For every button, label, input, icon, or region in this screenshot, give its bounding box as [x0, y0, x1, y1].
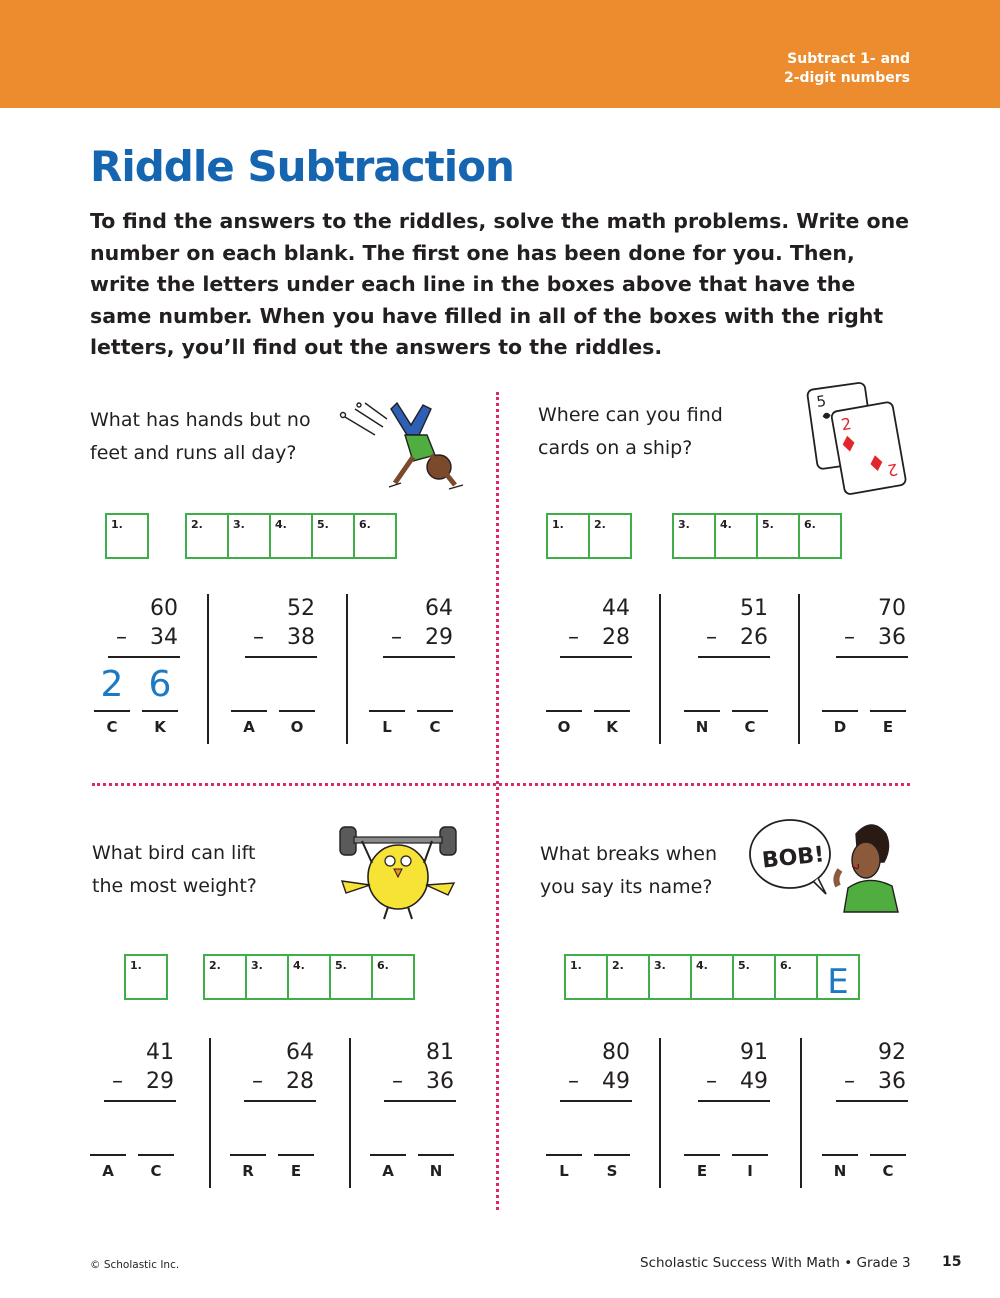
riddle-4-answer-word: [564, 954, 858, 1000]
answer-rule: [245, 656, 317, 658]
copyright: © Scholastic Inc.: [90, 1259, 180, 1271]
problem-separator: [207, 594, 209, 744]
minus-sign: –: [112, 1069, 123, 1094]
riddle-2-answer-word-2: [672, 513, 840, 559]
answer-rule: [698, 656, 770, 658]
card-front-rank: 2: [839, 413, 853, 435]
blank-letter: C: [150, 1162, 162, 1180]
answer-rule: [104, 1100, 176, 1102]
digit-blank[interactable]: [822, 1154, 858, 1156]
digit-blank[interactable]: [684, 710, 720, 712]
blank-letter: C: [744, 718, 756, 736]
minus-sign: –: [253, 625, 264, 650]
box-number: 2.: [191, 518, 203, 531]
digit-blank[interactable]: [594, 710, 630, 712]
blank-letter: N: [695, 718, 709, 736]
horizontal-divider: [92, 783, 910, 786]
riddle-4-question-line-2: you say its name?: [540, 876, 713, 898]
vertical-divider: [496, 392, 499, 1210]
answer-box[interactable]: [690, 954, 734, 1000]
digit-blank[interactable]: [546, 710, 582, 712]
answer-box[interactable]: [714, 513, 758, 559]
blank-letter: E: [290, 1162, 302, 1180]
minus-sign: –: [392, 1069, 403, 1094]
answer-box[interactable]: [245, 954, 289, 1000]
subtrahend: 49: [602, 1069, 630, 1094]
answer-box[interactable]: [287, 954, 331, 1000]
box-number: 3.: [233, 518, 245, 531]
blank-letter: N: [833, 1162, 847, 1180]
speech-bubble-text: BOB!: [760, 842, 826, 874]
box-number: 2.: [209, 959, 221, 972]
box-number: 5.: [762, 518, 774, 531]
answer-rule: [383, 656, 455, 658]
subtrahend: 36: [426, 1069, 454, 1094]
answer-box[interactable]: [546, 513, 590, 559]
box-number: 5.: [335, 959, 347, 972]
blank-letter: N: [429, 1162, 443, 1180]
minuend: 92: [878, 1040, 906, 1065]
digit-blank[interactable]: [278, 1154, 314, 1156]
riddle-3-question-line-1: What bird can lift: [92, 842, 256, 864]
problem-separator: [346, 594, 348, 744]
answer-rule: [836, 1100, 908, 1102]
riddle-4-question: [540, 838, 717, 904]
subtrahend: 36: [878, 625, 906, 650]
minuend: 70: [878, 596, 906, 621]
minus-sign: –: [568, 1069, 579, 1094]
riddle-1-problem-2: [225, 592, 345, 742]
answer-box[interactable]: [353, 513, 397, 559]
digit-blank[interactable]: [870, 710, 906, 712]
riddle-3-problem-1: [84, 1036, 204, 1186]
digit-blank[interactable]: [418, 1154, 454, 1156]
box-number: 5.: [317, 518, 329, 531]
blank-letter: K: [154, 718, 166, 736]
minuend: 60: [150, 596, 178, 621]
box-number: 3.: [678, 518, 690, 531]
riddle-3-question: [92, 837, 257, 903]
riddle-3-answer-word-1: [124, 954, 166, 1000]
box-number: 2.: [612, 959, 624, 972]
problem-separator: [659, 594, 661, 744]
riddle-4-problem-2: [678, 1036, 798, 1186]
box-number: 5.: [738, 959, 750, 972]
answer-box[interactable]: [124, 954, 168, 1000]
digit-blank[interactable]: [546, 1154, 582, 1156]
answer-rule: [384, 1100, 456, 1102]
answer-rule: [108, 656, 180, 658]
answer-rule: [560, 656, 632, 658]
digit-blank[interactable]: [594, 1154, 630, 1156]
box-number: 1.: [552, 518, 564, 531]
blank-letter: A: [102, 1162, 114, 1180]
digit-blank[interactable]: [90, 1154, 126, 1156]
answer-box[interactable]: [774, 954, 818, 1000]
answer-box[interactable]: [371, 954, 415, 1000]
box-number: 6.: [359, 518, 371, 531]
answer-box[interactable]: [105, 513, 149, 559]
digit-blank[interactable]: [279, 710, 315, 712]
box-number: 2.: [594, 518, 606, 531]
blank-letter: C: [106, 718, 118, 736]
minuend: 80: [602, 1040, 630, 1065]
answer-box[interactable]: [227, 513, 271, 559]
answer-rule: [244, 1100, 316, 1102]
minuend: 41: [146, 1040, 174, 1065]
box-number: 3.: [654, 959, 666, 972]
answer-box[interactable]: [269, 513, 313, 559]
subtrahend: 28: [602, 625, 630, 650]
minuend: 64: [425, 596, 453, 621]
answer-box[interactable]: [311, 513, 355, 559]
digit-blank[interactable]: [417, 710, 453, 712]
topic-line-2: 2-digit numbers: [783, 70, 910, 86]
answer-rule: [560, 1100, 632, 1102]
blank-letter: E: [882, 718, 894, 736]
riddle-2-question-line-2: cards on a ship?: [538, 437, 693, 459]
riddle-2-question: [538, 399, 723, 465]
tumbling-boy-illustration: [335, 395, 470, 495]
subtrahend: 34: [150, 625, 178, 650]
riddle-2-problem-1: [540, 592, 660, 742]
card-back-rank: 5: [815, 391, 828, 411]
riddle-4-question-line-1: What breaks when: [540, 843, 718, 865]
digit-blank[interactable]: [230, 1154, 266, 1156]
topic-line-1: Subtract 1- and: [787, 51, 910, 67]
shouting-girl-illustration: [748, 810, 908, 920]
minuend: 91: [740, 1040, 768, 1065]
answer-box[interactable]: [329, 954, 373, 1000]
riddle-2-problem-3: [816, 592, 936, 742]
box-number: 6.: [377, 959, 389, 972]
answer-box[interactable]: [185, 513, 229, 559]
riddle-1-question-line-2: feet and runs all day?: [90, 442, 297, 464]
card-front-rank-flipped: 2: [886, 459, 900, 481]
subtrahend: 29: [146, 1069, 174, 1094]
answer-box[interactable]: [648, 954, 692, 1000]
digit-blank[interactable]: [684, 1154, 720, 1156]
box-number: 1.: [130, 959, 142, 972]
blank-letter: S: [606, 1162, 618, 1180]
topic-label: [784, 50, 910, 88]
box-number: 3.: [251, 959, 263, 972]
minuend: 81: [426, 1040, 454, 1065]
minus-sign: –: [116, 625, 127, 650]
problem-separator: [798, 594, 800, 744]
blank-letter: I: [747, 1162, 753, 1180]
blank-letter: L: [382, 718, 392, 736]
minus-sign: –: [391, 625, 402, 650]
page-number: 15: [942, 1254, 962, 1270]
blank-letter: R: [242, 1162, 254, 1180]
riddle-1-problem-1: [88, 592, 208, 742]
blank-letter: C: [429, 718, 441, 736]
minuend: 64: [286, 1040, 314, 1065]
weightlifting-bird-illustration: [332, 815, 467, 925]
blank-letter: E: [696, 1162, 708, 1180]
riddle-3-question-line-2: the most weight?: [92, 875, 257, 897]
minus-sign: –: [844, 1069, 855, 1094]
answer-rule: [698, 1100, 770, 1102]
riddle-4-problem-3: [816, 1036, 936, 1186]
blank-letter: C: [882, 1162, 894, 1180]
box-number: 4.: [275, 518, 287, 531]
digit-blank[interactable]: [231, 710, 267, 712]
answer-box[interactable]: [816, 954, 860, 1000]
riddle-1-question-line-1: What has hands but no: [90, 409, 311, 431]
digit-blank[interactable]: [870, 1154, 906, 1156]
box-answer: E: [827, 962, 849, 1002]
digit-blank[interactable]: [138, 1154, 174, 1156]
blank-letter: O: [557, 718, 571, 736]
digit-blank[interactable]: [822, 710, 858, 712]
answer-box[interactable]: [798, 513, 842, 559]
answer-digit[interactable]: 6: [148, 664, 172, 705]
answer-box[interactable]: [588, 513, 632, 559]
answer-box[interactable]: [732, 954, 776, 1000]
playing-cards-illustration: [800, 380, 915, 495]
problem-separator: [209, 1038, 211, 1188]
answer-digit[interactable]: 2: [100, 664, 124, 705]
box-number: 4.: [293, 959, 305, 972]
box-number: 4.: [720, 518, 732, 531]
minus-sign: –: [844, 625, 855, 650]
problem-separator: [800, 1038, 802, 1188]
digit-blank[interactable]: [370, 1154, 406, 1156]
subtrahend: 38: [287, 625, 315, 650]
minuend: 52: [287, 596, 315, 621]
minus-sign: –: [252, 1069, 263, 1094]
subtrahend: 26: [740, 625, 768, 650]
subtrahend: 29: [425, 625, 453, 650]
box-number: 1.: [570, 959, 582, 972]
minus-sign: –: [706, 1069, 717, 1094]
blank-letter: A: [382, 1162, 394, 1180]
answer-box[interactable]: [756, 513, 800, 559]
answer-box[interactable]: [606, 954, 650, 1000]
riddle-3-problem-3: [364, 1036, 484, 1186]
subtrahend: 28: [286, 1069, 314, 1094]
minuend: 44: [602, 596, 630, 621]
book-title: Scholastic Success With Math • Grade 3: [640, 1255, 911, 1271]
blank-letter: K: [606, 718, 618, 736]
subtrahend: 36: [878, 1069, 906, 1094]
riddle-1-question: [90, 404, 311, 470]
minus-sign: –: [706, 625, 717, 650]
riddle-4-problem-1: [540, 1036, 660, 1186]
minuend: 51: [740, 596, 768, 621]
riddle-1-answer-word-2: [185, 513, 395, 559]
subtrahend: 49: [740, 1069, 768, 1094]
blank-letter: L: [559, 1162, 569, 1180]
digit-blank[interactable]: [369, 710, 405, 712]
digit-blank[interactable]: [94, 710, 130, 712]
problem-separator: [349, 1038, 351, 1188]
box-number: 6.: [804, 518, 816, 531]
riddle-3-problem-2: [224, 1036, 344, 1186]
answer-box[interactable]: [564, 954, 608, 1000]
digit-blank[interactable]: [732, 1154, 768, 1156]
blank-letter: O: [290, 718, 304, 736]
riddle-2-question-line-1: Where can you find: [538, 404, 723, 426]
riddle-3-answer-word-2: [203, 954, 413, 1000]
riddle-1-problem-3: [363, 592, 483, 742]
digit-blank[interactable]: [732, 710, 768, 712]
answer-box[interactable]: [203, 954, 247, 1000]
answer-rule: [836, 656, 908, 658]
page-title: Riddle Subtraction: [90, 142, 514, 191]
minus-sign: –: [568, 625, 579, 650]
instructions: To find the answers to the riddles, solve the math problems. Write one number on each blank. The first one has been done for you. Then, write the letters under each line in the boxes above that have the same number. When you have filled in all of the boxes with the right letters, you’ll find out the answers to the riddles.: [90, 209, 910, 360]
riddle-2-problem-2: [678, 592, 798, 742]
riddle-1-answer-word-1: [105, 513, 147, 559]
box-number: 1.: [111, 518, 123, 531]
answer-box[interactable]: [672, 513, 716, 559]
box-number: 6.: [780, 959, 792, 972]
digit-blank[interactable]: [142, 710, 178, 712]
riddle-2-answer-word-1: [546, 513, 630, 559]
problem-separator: [659, 1038, 661, 1188]
blank-letter: A: [243, 718, 255, 736]
blank-letter: D: [833, 718, 847, 736]
box-number: 4.: [696, 959, 708, 972]
